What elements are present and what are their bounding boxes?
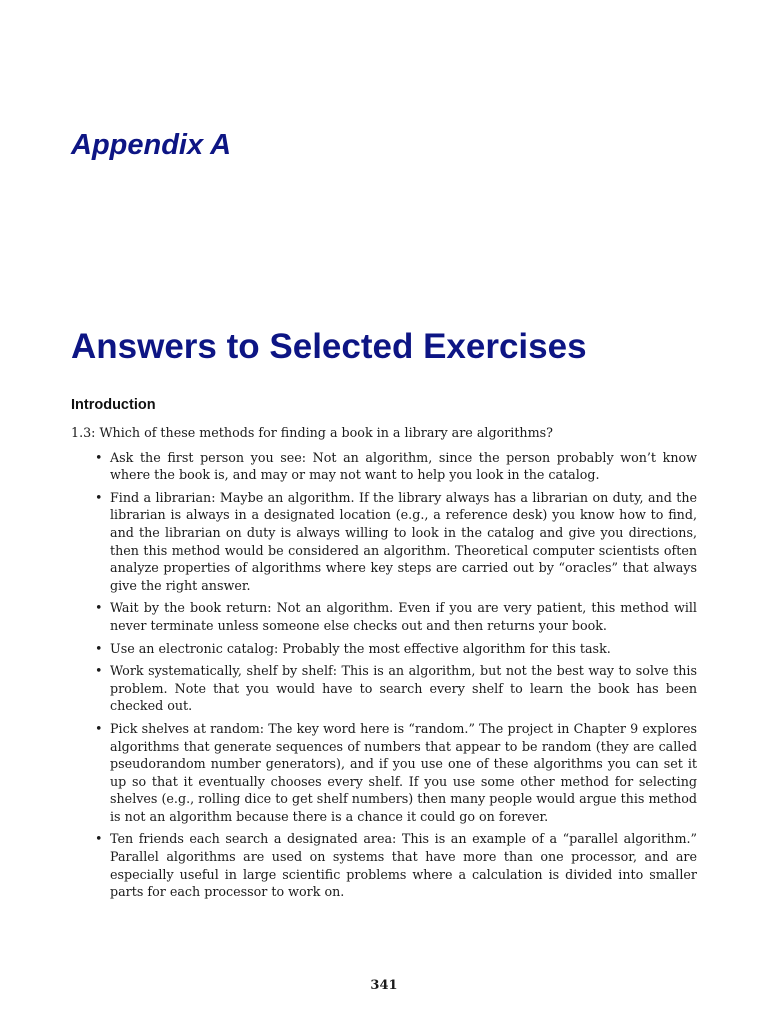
bullet-icon: • bbox=[95, 720, 103, 736]
chapter-title: Answers to Selected Exercises bbox=[71, 327, 587, 366]
answer-item bbox=[95, 489, 697, 595]
answer-item bbox=[95, 449, 697, 484]
appendix-label: Appendix A bbox=[71, 129, 232, 161]
answer-list bbox=[71, 449, 697, 901]
bullet-icon: • bbox=[95, 640, 103, 656]
section-heading: Introduction bbox=[71, 397, 156, 413]
answer-text: Use an electronic catalog: Probably the most effective algorithm for this task. bbox=[110, 640, 611, 656]
answer-text: Ask the first person you see: Not an algorithm, since the person probably won’t know where the book is, and may or may not want to help you look in the catalog. bbox=[110, 449, 697, 483]
answer-text: Pick shelves at random: The key word here is “random.” The project in Chapter 9 explores algorithms that generate sequences of numbers that appear to be random (they are called pseudorandom number generators), and if you use one of these algorithms you can set it up so that it eventually chooses every shelf. If you use some other method for selecting shelves (e.g., rolling dice to get shelf numbers) then many people would argue this method is not an algorithm because there is a chance it could go on forever. bbox=[110, 720, 698, 824]
answer-item bbox=[95, 720, 698, 826]
exercise-question: 1.3: Which of these methods for finding a book in a library are algorithms? bbox=[71, 425, 553, 440]
bullet-icon: • bbox=[95, 831, 103, 847]
answer-item bbox=[95, 830, 697, 900]
answer-item bbox=[95, 662, 697, 715]
bullet-icon: • bbox=[95, 663, 103, 679]
exercise-content bbox=[71, 424, 697, 906]
answer-item bbox=[95, 599, 697, 634]
bullet-icon: • bbox=[95, 489, 103, 505]
page-number: 341 bbox=[370, 978, 398, 993]
answer-text: Find a librarian: Maybe an algorithm. If the library always has a librarian on duty, and the librarian is always in a designated location (e.g., a reference desk) you know how to find, and the librarian on duty is always willing to look in the catalog and give you directions, then this method would be considered an algorithm. Theoretical computer scientists often analyze properties of algorithms where key steps are carried out by “oracles” that always give the right answer. bbox=[110, 489, 697, 593]
bullet-icon: • bbox=[95, 449, 103, 465]
bullet-icon: • bbox=[95, 600, 103, 616]
answer-text: Work systematically, shelf by shelf: This is an algorithm, but not the best way to solve this problem. Note that you would have to search every shelf to learn the book has been checked out. bbox=[110, 663, 697, 714]
answer-text: Ten friends each search a designated area: This is an example of a “parallel algorithm.” Parallel algorithms are used on systems that have more than one processor, and are especially useful in large scientific problems where a calculation is divided into smaller parts for each processor to work on. bbox=[110, 831, 697, 900]
answer-text: Wait by the book return: Not an algorithm. Even if you are very patient, this method will never terminate unless someone else checks out and then returns your book. bbox=[110, 600, 697, 633]
answer-item bbox=[95, 640, 697, 658]
